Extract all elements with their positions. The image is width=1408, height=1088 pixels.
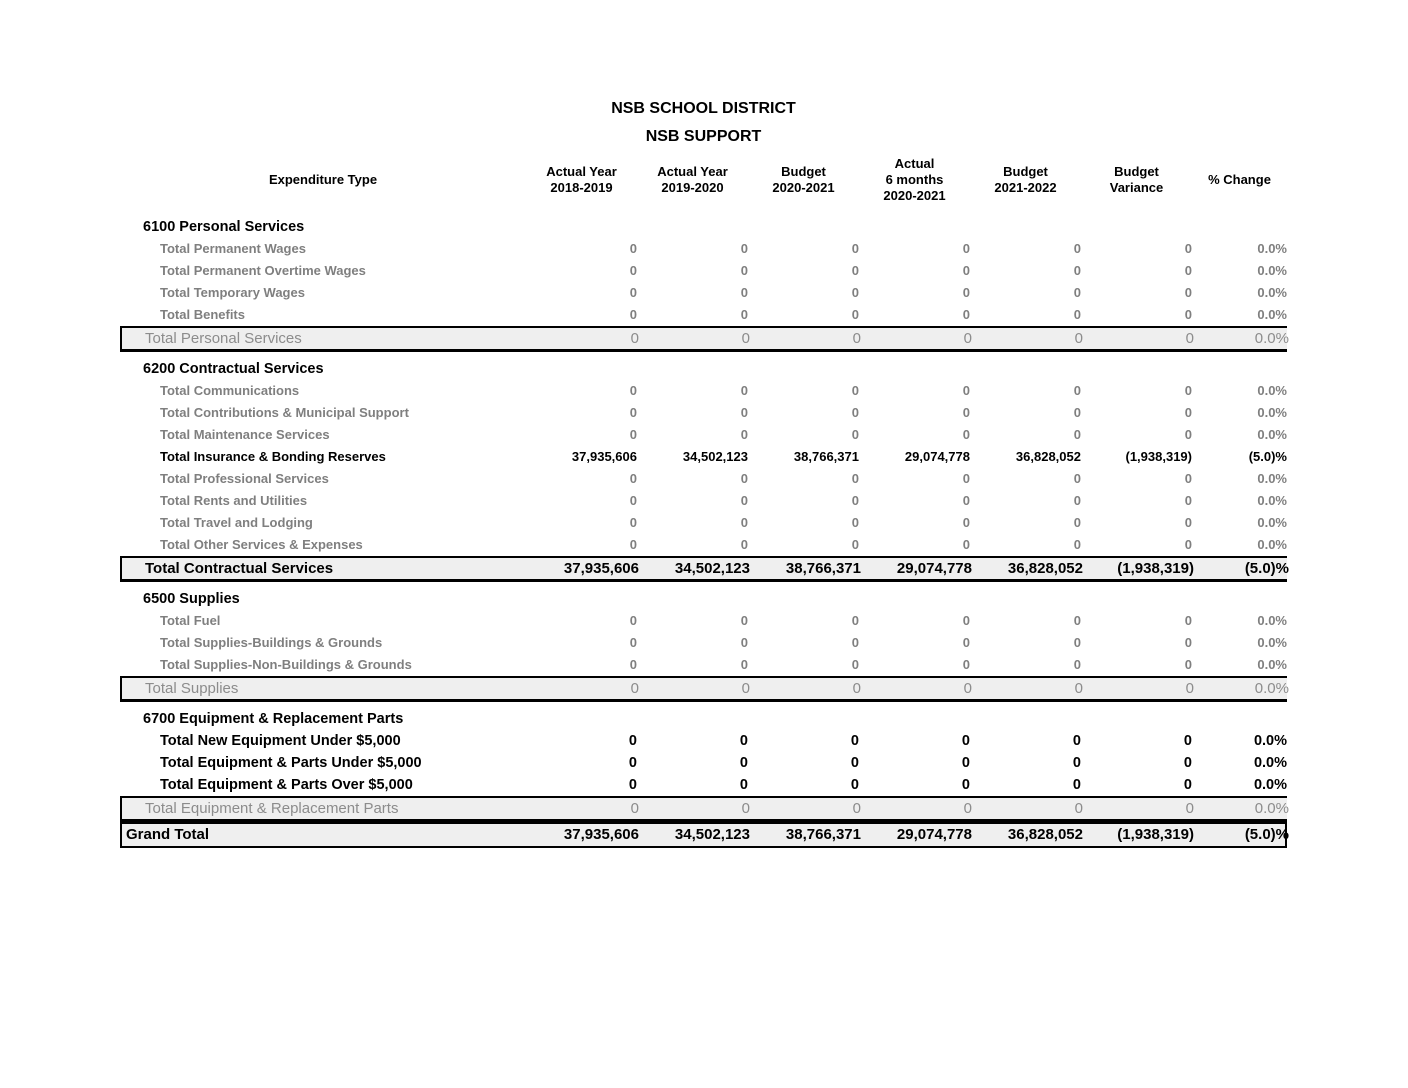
subtotal-row-6200 [120, 556, 1287, 582]
column-header-actual-6-months-2020-2021 [859, 156, 970, 204]
value-cell: 29,074,778 [896, 826, 972, 843]
table-row [120, 610, 1287, 632]
value-cell: 0.0% [1253, 755, 1287, 771]
value-cell: 0 [851, 471, 859, 486]
value-cell: 0 [740, 263, 748, 278]
row-label: Total Contractual Services [145, 560, 334, 577]
value-cell: 0 [850, 733, 859, 749]
value-cell: 0 [629, 307, 637, 322]
value-cell: 0 [739, 755, 748, 771]
column-header-percent-change [1192, 172, 1287, 188]
value-cell: 0 [851, 285, 859, 300]
table-row [120, 752, 1287, 774]
value-cell: 0 [1184, 405, 1192, 420]
value-cell: (5.0)% [1248, 449, 1287, 464]
column-header-budget-2021-2022 [970, 164, 1081, 196]
value-cell: 0 [851, 515, 859, 530]
column-header-actual-year-2019-2020 [637, 164, 748, 196]
value-cell: 0.0% [1253, 733, 1287, 749]
value-cell: 0 [1074, 800, 1083, 817]
value-cell: 0 [740, 383, 748, 398]
row-label: Total Equipment & Parts Under $5,000 [160, 755, 422, 771]
value-cell: (1,938,319) [1117, 826, 1194, 843]
value-cell: 0 [962, 635, 970, 650]
column-header-line: Actual [894, 156, 935, 171]
value-cell: 0 [1184, 613, 1192, 628]
value-cell: 0 [629, 537, 637, 552]
value-cell: 0 [1184, 427, 1192, 442]
value-cell: 0 [962, 263, 970, 278]
column-header-expenditure-type [120, 172, 526, 188]
value-cell: 0 [1072, 755, 1081, 771]
row-label: Total Supplies-Non-Buildings & Grounds [160, 657, 412, 672]
value-cell: 0 [629, 241, 637, 256]
value-cell: 0 [962, 515, 970, 530]
value-cell: 0 [629, 405, 637, 420]
value-cell: 0 [851, 405, 859, 420]
value-cell: 0 [629, 471, 637, 486]
value-cell: (5.0)% [1244, 826, 1289, 843]
row-label: Total Supplies-Buildings & Grounds [160, 635, 383, 650]
row-label: Total Professional Services [160, 471, 329, 486]
section-header-label: 6100 Personal Services [143, 219, 305, 235]
value-cell: 0 [1072, 733, 1081, 749]
column-header-line: Budget [781, 164, 826, 179]
value-cell: 0 [1183, 777, 1192, 793]
value-cell: 0 [629, 635, 637, 650]
value-cell: 0.0% [1257, 635, 1287, 650]
value-cell: 38,766,371 [785, 826, 861, 843]
value-cell: 0 [851, 657, 859, 672]
column-header-line: Budget [1003, 164, 1048, 179]
table-row [120, 512, 1287, 534]
value-cell: 0 [962, 471, 970, 486]
value-cell: 0 [629, 285, 637, 300]
row-label: Total Equipment & Replacement Parts [145, 800, 399, 817]
value-cell: 0.0% [1254, 800, 1289, 817]
value-cell: 0 [1073, 471, 1081, 486]
column-header-line: Actual Year [657, 164, 728, 179]
value-cell: 0 [1184, 263, 1192, 278]
value-cell: 0 [963, 680, 972, 697]
value-cell: 0 [741, 680, 750, 697]
value-cell: 0 [850, 777, 859, 793]
value-cell: 36,828,052 [1007, 826, 1083, 843]
table-row [120, 402, 1287, 424]
value-cell: 0 [740, 493, 748, 508]
table-row [120, 238, 1287, 260]
value-cell: 0 [1072, 777, 1081, 793]
value-cell: 0 [962, 493, 970, 508]
value-cell: 0 [740, 285, 748, 300]
table-row [120, 260, 1287, 282]
value-cell: 0 [852, 800, 861, 817]
value-cell: 0 [740, 613, 748, 628]
value-cell: 0 [1073, 285, 1081, 300]
row-label: Total Other Services & Expenses [160, 537, 363, 552]
value-cell: 0 [629, 383, 637, 398]
value-cell: 34,502,123 [674, 826, 750, 843]
value-cell: 0 [962, 241, 970, 256]
column-header-actual-year-2018-2019 [526, 164, 637, 196]
value-cell: 0 [629, 613, 637, 628]
row-label: Total Benefits [160, 307, 245, 322]
value-cell: 0 [851, 307, 859, 322]
value-cell: 0 [740, 427, 748, 442]
value-cell: 0 [1184, 241, 1192, 256]
value-cell: 0 [851, 493, 859, 508]
value-cell: 0 [961, 733, 970, 749]
value-cell: 0 [628, 755, 637, 771]
table-row [120, 730, 1287, 752]
value-cell: 0.0% [1257, 657, 1287, 672]
value-cell: 0 [1184, 515, 1192, 530]
value-cell: 0 [629, 493, 637, 508]
value-cell: 0 [962, 405, 970, 420]
report-subtitle: NSB SUPPORT [645, 128, 762, 145]
value-cell: 0 [739, 777, 748, 793]
section-header-6200 [120, 358, 1287, 380]
value-cell: 0 [962, 657, 970, 672]
value-cell: 0 [1185, 800, 1194, 817]
value-cell: 37,935,606 [571, 449, 637, 464]
table-row [120, 446, 1287, 468]
value-cell: 0 [1184, 657, 1192, 672]
value-cell: 0.0% [1253, 777, 1287, 793]
value-cell: 0 [851, 383, 859, 398]
value-cell: 0 [1073, 263, 1081, 278]
value-cell: 0.0% [1257, 263, 1287, 278]
value-cell: 0.0% [1257, 241, 1287, 256]
value-cell: 0 [740, 635, 748, 650]
column-header-line: Budget [1114, 164, 1159, 179]
table-header-row [120, 152, 1287, 208]
value-cell: (5.0)% [1244, 560, 1289, 577]
value-cell: 0.0% [1257, 471, 1287, 486]
section-header-6500 [120, 588, 1287, 610]
value-cell: 0 [962, 427, 970, 442]
column-header-line: 2019-2020 [661, 180, 724, 195]
value-cell: 0 [1073, 657, 1081, 672]
value-cell: 0 [1184, 285, 1192, 300]
value-cell: 0 [1184, 471, 1192, 486]
value-cell: 0 [1184, 493, 1192, 508]
column-header-line: 6 months [885, 172, 944, 187]
value-cell: 34,502,123 [674, 560, 750, 577]
table-row [120, 534, 1287, 556]
column-header-budget-variance [1081, 164, 1192, 196]
section-header-6700 [120, 708, 1287, 730]
column-header-line: 2021-2022 [994, 180, 1057, 195]
value-cell: 0.0% [1257, 613, 1287, 628]
value-cell: 0 [1073, 241, 1081, 256]
value-cell: 0.0% [1257, 515, 1287, 530]
column-header-line: Expenditure Type [268, 172, 378, 187]
value-cell: 0.0% [1257, 383, 1287, 398]
value-cell: 0 [740, 471, 748, 486]
grand-total-row [120, 822, 1287, 848]
value-cell: 0 [852, 330, 861, 347]
value-cell: 0 [851, 613, 859, 628]
table-row [120, 282, 1287, 304]
value-cell: (1,938,319) [1117, 560, 1194, 577]
value-cell: 0.0% [1257, 307, 1287, 322]
value-cell: 0 [851, 537, 859, 552]
value-cell: 0 [1073, 635, 1081, 650]
column-header-line: Actual Year [546, 164, 617, 179]
value-cell: 38,766,371 [793, 449, 859, 464]
value-cell: 0.0% [1257, 537, 1287, 552]
table-row [120, 468, 1287, 490]
row-label: Total Insurance & Bonding Reserves [160, 449, 386, 464]
value-cell: 0 [740, 405, 748, 420]
value-cell: 0 [1184, 635, 1192, 650]
value-cell: 0.0% [1254, 330, 1289, 347]
value-cell: 0 [628, 733, 637, 749]
value-cell: 36,828,052 [1007, 560, 1083, 577]
value-cell: 0 [1073, 307, 1081, 322]
value-cell: 0 [851, 635, 859, 650]
value-cell: 37,935,606 [563, 560, 639, 577]
row-label: Total Fuel [160, 613, 221, 628]
value-cell: 0.0% [1257, 493, 1287, 508]
row-label: Total Communications [160, 383, 300, 398]
value-cell: 38,766,371 [785, 560, 861, 577]
value-cell: 0 [628, 777, 637, 793]
value-cell: 0.0% [1257, 285, 1287, 300]
value-cell: 0 [741, 800, 750, 817]
value-cell: 0 [740, 241, 748, 256]
value-cell: 0 [741, 330, 750, 347]
value-cell: 0 [963, 800, 972, 817]
value-cell: 0 [740, 307, 748, 322]
table-row [120, 774, 1287, 796]
value-cell: 0 [630, 800, 639, 817]
value-cell: 0 [739, 733, 748, 749]
table-row [120, 490, 1287, 512]
value-cell: 0 [961, 777, 970, 793]
column-header-line: 2020-2021 [772, 180, 835, 195]
column-header-line: % Change [1208, 172, 1271, 187]
value-cell: 0 [851, 263, 859, 278]
value-cell: 0 [1073, 515, 1081, 530]
value-cell: 36,828,052 [1015, 449, 1081, 464]
row-label: Total Personal Services [145, 330, 302, 347]
row-label: Total Permanent Wages [160, 241, 306, 256]
value-cell: 37,935,606 [563, 826, 639, 843]
table-row [120, 304, 1287, 326]
row-label: Total Supplies [145, 680, 239, 697]
subtotal-row-6700 [120, 796, 1287, 822]
value-cell: 0 [1183, 755, 1192, 771]
value-cell: 0 [962, 537, 970, 552]
value-cell: 0.0% [1257, 427, 1287, 442]
row-label: Total Maintenance Services [160, 427, 330, 442]
value-cell: 0 [1074, 330, 1083, 347]
row-label: Total Travel and Lodging [160, 515, 313, 530]
value-cell: 0 [852, 680, 861, 697]
report-title: NSB SCHOOL DISTRICT [611, 100, 796, 117]
value-cell: 0 [850, 755, 859, 771]
value-cell: 34,502,123 [682, 449, 748, 464]
value-cell: 0 [1073, 427, 1081, 442]
value-cell: 0 [961, 755, 970, 771]
row-label: Total Permanent Overtime Wages [160, 263, 366, 278]
table-row [120, 424, 1287, 446]
value-cell: 0 [740, 657, 748, 672]
section-header-6100 [120, 216, 1287, 238]
value-cell: 0 [629, 263, 637, 278]
column-header-line: Variance [1109, 180, 1164, 195]
value-cell: 0.0% [1254, 680, 1289, 697]
value-cell: 0 [740, 537, 748, 552]
value-cell: (1,938,319) [1125, 449, 1192, 464]
value-cell: 0 [1185, 330, 1194, 347]
row-label: Total New Equipment Under $5,000 [160, 733, 401, 749]
table-row [120, 632, 1287, 654]
value-cell: 0 [1073, 383, 1081, 398]
value-cell: 0 [1184, 537, 1192, 552]
value-cell: 0 [630, 330, 639, 347]
budget-table [120, 152, 1287, 848]
value-cell: 0 [962, 613, 970, 628]
subtotal-row-6100 [120, 326, 1287, 352]
value-cell: 0 [1074, 680, 1083, 697]
row-label: Total Contributions & Municipal Support [160, 405, 409, 420]
row-label: Total Rents and Utilities [160, 493, 308, 508]
value-cell: 0.0% [1257, 405, 1287, 420]
section-header-label: 6500 Supplies [143, 591, 240, 607]
value-cell: 0 [1073, 537, 1081, 552]
value-cell: 0 [629, 427, 637, 442]
value-cell: 0 [1185, 680, 1194, 697]
value-cell: 0 [1073, 613, 1081, 628]
value-cell: 0 [1073, 493, 1081, 508]
value-cell: 0 [1183, 733, 1192, 749]
value-cell: 0 [630, 680, 639, 697]
table-row [120, 654, 1287, 676]
value-cell: 0 [1073, 405, 1081, 420]
budget-report-page [120, 100, 1287, 848]
value-cell: 0 [740, 515, 748, 530]
table-row [120, 380, 1287, 402]
column-header-budget-2020-2021 [748, 164, 859, 196]
column-header-line: 2020-2021 [883, 188, 946, 203]
row-label: Grand Total [126, 826, 210, 843]
row-label: Total Temporary Wages [160, 285, 305, 300]
value-cell: 29,074,778 [896, 560, 972, 577]
subtotal-row-6500 [120, 676, 1287, 702]
value-cell: 0 [962, 383, 970, 398]
value-cell: 0 [963, 330, 972, 347]
value-cell: 0 [1184, 307, 1192, 322]
section-header-label: 6200 Contractual Services [143, 361, 324, 377]
value-cell: 0 [962, 307, 970, 322]
section-header-label: 6700 Equipment & Replacement Parts [143, 711, 404, 727]
value-cell: 0 [1184, 383, 1192, 398]
value-cell: 0 [851, 241, 859, 256]
value-cell: 0 [962, 285, 970, 300]
value-cell: 0 [629, 657, 637, 672]
column-header-line: 2018-2019 [550, 180, 613, 195]
row-label: Total Equipment & Parts Over $5,000 [160, 777, 413, 793]
value-cell: 29,074,778 [904, 449, 970, 464]
value-cell: 0 [851, 427, 859, 442]
value-cell: 0 [629, 515, 637, 530]
